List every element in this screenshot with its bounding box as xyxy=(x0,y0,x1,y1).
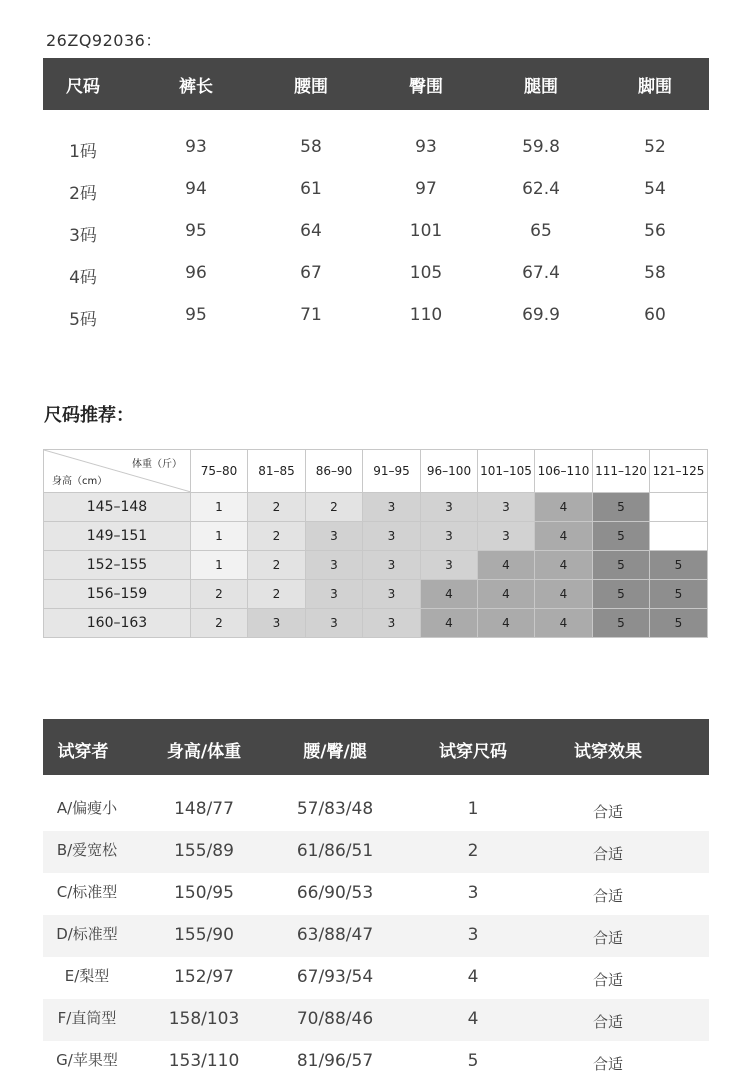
fitting-table-cell: E/梨型 xyxy=(64,967,110,985)
recommended-size-cell: 4 xyxy=(478,551,535,580)
fitting-table-cell: 4 xyxy=(467,967,479,987)
weight-range-header: 75–80 xyxy=(191,450,248,493)
weight-range-header: 101–105 xyxy=(478,450,535,493)
recommended-size-cell: 3 xyxy=(363,522,421,551)
size-table-row xyxy=(43,253,709,295)
tester-col-header: 试穿者 xyxy=(57,742,109,762)
fitting-table-cell: 153/110 xyxy=(168,1051,240,1071)
size-table-cell: 95 xyxy=(185,305,207,325)
recommended-size-cell: 4 xyxy=(535,522,593,551)
size-table-cell: 64 xyxy=(300,221,322,241)
fitting-table-cell: 148/77 xyxy=(174,799,234,819)
recommended-size-cell: 1 xyxy=(191,522,248,551)
fitting-table-cell: D/标准型 xyxy=(56,925,118,943)
size-table-cell: 58 xyxy=(300,137,322,157)
recommended-size-cell xyxy=(650,522,708,551)
fitting-table-cell: 合适 xyxy=(592,845,624,863)
fitting-table-cell: B/爱宽松 xyxy=(56,841,118,859)
weight-axis-label: 体重（斤） xyxy=(132,459,182,470)
height-row xyxy=(44,580,708,609)
size-table-cell: 69.9 xyxy=(522,305,560,325)
recommended-size-cell: 2 xyxy=(248,580,306,609)
height-range-header: 152–155 xyxy=(44,551,191,580)
fitting-table-cell: 81/96/57 xyxy=(296,1051,374,1071)
size-table-cell: 94 xyxy=(185,179,207,199)
size-table-cell: 59.8 xyxy=(522,137,560,157)
height-range-header: 145–148 xyxy=(44,493,191,522)
size-table-cell: 5码 xyxy=(69,310,97,330)
size-table-cell: 4码 xyxy=(69,268,97,288)
height-weight-col-header: 身高/体重 xyxy=(166,742,242,762)
size-table-cell: 2码 xyxy=(69,184,97,204)
recommended-size-cell xyxy=(650,493,708,522)
fitting-table-cell: F/直筒型 xyxy=(57,1009,117,1027)
size-recommendation-grid xyxy=(43,449,708,638)
tried-size-col-header: 试穿尺码 xyxy=(439,742,507,762)
height-axis-label: 身高（cm） xyxy=(52,476,108,487)
recommended-size-cell: 5 xyxy=(593,522,650,551)
recommended-size-cell: 3 xyxy=(306,551,363,580)
recommended-size-cell: 5 xyxy=(593,580,650,609)
size-table-cell: 67.4 xyxy=(522,263,560,283)
recommended-size-cell: 5 xyxy=(650,551,708,580)
size-table-row xyxy=(43,169,709,211)
fitting-table-cell: 合适 xyxy=(592,803,624,821)
recommended-size-cell: 3 xyxy=(478,493,535,522)
weight-range-header: 121–125 xyxy=(650,450,708,493)
size-recommendation-title: 尺码推荐： xyxy=(44,405,134,426)
fitting-table-cell: 合适 xyxy=(592,887,624,905)
fitting-table-cell: 57/83/48 xyxy=(296,799,374,819)
size-table-row xyxy=(43,211,709,253)
fitting-table-header xyxy=(43,719,709,775)
recommended-size-cell: 2 xyxy=(248,493,306,522)
height-range-header: 156–159 xyxy=(44,580,191,609)
fitting-table-row xyxy=(43,999,709,1041)
size-table-cell: 110 xyxy=(409,305,443,325)
size-table-cell: 65 xyxy=(530,221,552,241)
size-table-row xyxy=(43,127,709,169)
recommended-size-cell: 3 xyxy=(248,609,306,638)
product-code: 26ZQ92036： xyxy=(46,31,162,50)
fitting-table-row xyxy=(43,789,709,831)
fitting-table-row xyxy=(43,831,709,873)
recommended-size-cell: 4 xyxy=(478,580,535,609)
size-table-header xyxy=(43,58,709,110)
fitting-table-row xyxy=(43,915,709,957)
recommended-size-cell: 3 xyxy=(306,522,363,551)
size-table-cell: 56 xyxy=(644,221,666,241)
fitting-table-cell: A/偏瘦小 xyxy=(56,799,118,817)
recommended-size-cell: 2 xyxy=(248,522,306,551)
fitting-table-cell: 4 xyxy=(467,1009,479,1029)
thigh-col-header: 腿围 xyxy=(524,76,558,97)
recommended-size-cell: 3 xyxy=(363,609,421,638)
fitting-table-cell: 155/90 xyxy=(174,925,234,945)
size-table-cell: 52 xyxy=(644,137,666,157)
recommended-size-cell: 2 xyxy=(191,580,248,609)
size-table-cell: 93 xyxy=(185,137,207,157)
recommended-size-cell: 4 xyxy=(421,609,478,638)
recommended-size-cell: 5 xyxy=(593,493,650,522)
height-row xyxy=(44,551,708,580)
recommended-size-cell: 3 xyxy=(421,522,478,551)
fitting-table-cell: 152/97 xyxy=(174,967,234,987)
size-table-cell: 95 xyxy=(185,221,207,241)
recommended-size-cell: 4 xyxy=(535,493,593,522)
weight-range-header: 111–120 xyxy=(593,450,650,493)
fitting-table-row xyxy=(43,873,709,915)
recommended-size-cell: 3 xyxy=(363,580,421,609)
recommended-size-cell: 3 xyxy=(306,580,363,609)
size-table-cell: 67 xyxy=(300,263,322,283)
recommended-size-cell: 1 xyxy=(191,493,248,522)
weight-range-header: 86–90 xyxy=(306,450,363,493)
fitting-table-cell: 70/88/46 xyxy=(296,1009,374,1029)
size-table-cell: 54 xyxy=(644,179,666,199)
weight-range-header: 91–95 xyxy=(363,450,421,493)
recommended-size-cell: 3 xyxy=(421,551,478,580)
size-table-cell: 62.4 xyxy=(522,179,560,199)
recommended-size-cell: 4 xyxy=(535,609,593,638)
measurements-col-header: 腰/臀/腿 xyxy=(303,742,367,762)
size-table-row xyxy=(43,295,709,337)
height-range-header: 149–151 xyxy=(44,522,191,551)
fitting-table-cell: 63/88/47 xyxy=(296,925,374,945)
fitting-table-cell: 150/95 xyxy=(174,883,234,903)
recommended-size-cell: 5 xyxy=(650,580,708,609)
fitting-table-cell: 158/103 xyxy=(168,1009,240,1029)
height-row xyxy=(44,522,708,551)
recommended-size-cell: 2 xyxy=(248,551,306,580)
size-table-cell: 1码 xyxy=(69,142,97,162)
fitting-table-cell: 合适 xyxy=(592,971,624,989)
fitting-table-cell: 3 xyxy=(467,883,479,903)
recommended-size-cell: 4 xyxy=(535,551,593,580)
hip-col-header: 臀围 xyxy=(409,76,443,97)
fitting-table-cell: 2 xyxy=(467,841,479,861)
fitting-table-cell: C/标准型 xyxy=(56,883,118,901)
recommended-size-cell: 4 xyxy=(478,609,535,638)
recommended-size-cell: 3 xyxy=(421,493,478,522)
height-row xyxy=(44,493,708,522)
fitting-table-cell: 67/93/54 xyxy=(296,967,374,987)
recommended-size-cell: 1 xyxy=(191,551,248,580)
fitting-table-cell: 66/90/53 xyxy=(296,883,374,903)
fitting-table-row xyxy=(43,1041,709,1083)
size-table-cell: 96 xyxy=(185,263,207,283)
fitting-table-cell: 3 xyxy=(467,925,479,945)
fitting-table-cell: 155/89 xyxy=(174,841,234,861)
fitting-table-cell: 61/86/51 xyxy=(296,841,374,861)
size-table-cell: 71 xyxy=(300,305,322,325)
recommended-size-cell: 5 xyxy=(650,609,708,638)
fitting-table-cell: 合适 xyxy=(592,1055,624,1073)
size-table-cell: 61 xyxy=(300,179,322,199)
size-table-cell: 93 xyxy=(415,137,437,157)
fitting-table-cell: G/苹果型 xyxy=(56,1051,118,1069)
size-table-cell: 105 xyxy=(409,263,443,283)
recommended-size-cell: 3 xyxy=(363,551,421,580)
recommended-size-cell: 5 xyxy=(593,551,650,580)
waist-col-header: 腰围 xyxy=(294,76,328,97)
size-table-cell: 3码 xyxy=(69,226,97,246)
weight-range-header: 106–110 xyxy=(535,450,593,493)
recommended-size-cell: 5 xyxy=(593,609,650,638)
recommended-size-cell: 4 xyxy=(421,580,478,609)
recommended-size-cell: 2 xyxy=(306,493,363,522)
fitting-table-cell: 合适 xyxy=(592,929,624,947)
height-range-header: 160–163 xyxy=(44,609,191,638)
size-table-cell: 58 xyxy=(644,263,666,283)
size-table-cell: 97 xyxy=(415,179,437,199)
recommended-size-cell: 4 xyxy=(535,580,593,609)
fitting-table-cell: 5 xyxy=(467,1051,479,1071)
height-row xyxy=(44,609,708,638)
fit-result-col-header: 试穿效果 xyxy=(574,742,642,762)
size-table-cell: 60 xyxy=(644,305,666,325)
hem-col-header: 脚围 xyxy=(638,76,672,97)
size-table-cell: 101 xyxy=(409,221,443,241)
recommended-size-cell: 3 xyxy=(306,609,363,638)
recommended-size-cell: 3 xyxy=(478,522,535,551)
weight-range-header: 96–100 xyxy=(421,450,478,493)
fitting-table-cell: 合适 xyxy=(592,1013,624,1031)
weight-range-header: 81–85 xyxy=(248,450,306,493)
recommended-size-cell: 3 xyxy=(363,493,421,522)
fitting-table-row xyxy=(43,957,709,999)
length-col-header: 裤长 xyxy=(179,76,213,97)
grid-corner-cell xyxy=(44,450,191,493)
size-col-header: 尺码 xyxy=(66,76,100,97)
fitting-table-cell: 1 xyxy=(467,799,479,819)
recommended-size-cell: 2 xyxy=(191,609,248,638)
